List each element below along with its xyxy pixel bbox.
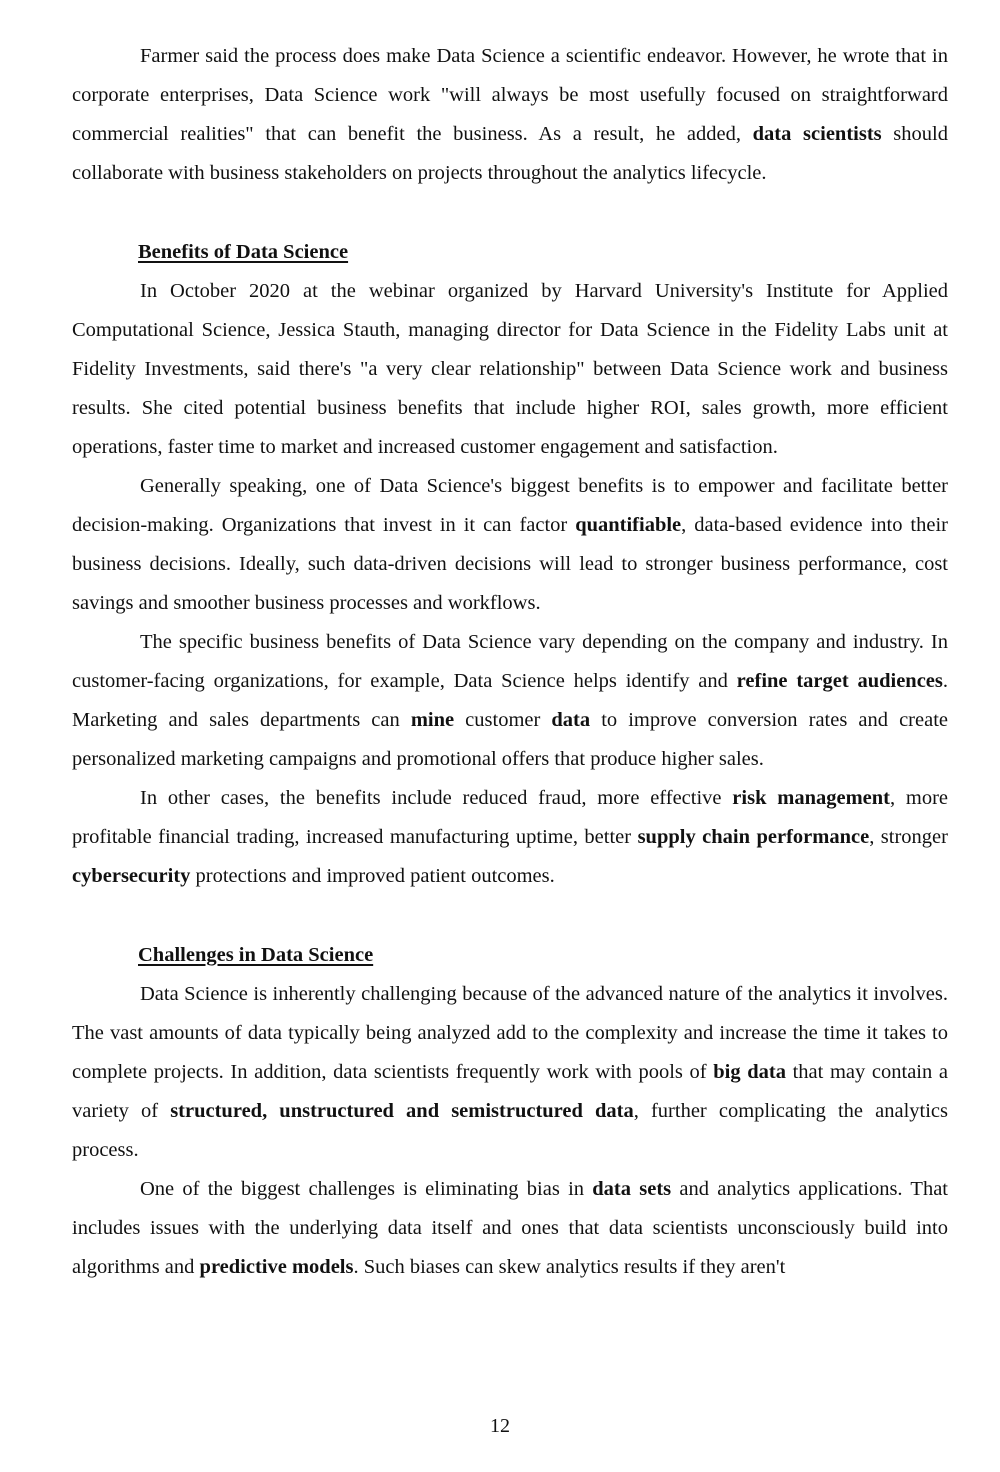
challenges-heading: Challenges in Data Science xyxy=(138,944,374,966)
challenges-paragraph-1: Data Science is inherently challenging because of the advanced nature of the analytics it involves. The vast amounts of data typically being analyzed add to the complexity and increase the time it takes to complete projects. In addition, data scientists frequently work with pools of big data that may contain a variety of structured, unstructured and semistructured data, further complicating the analytics process. xyxy=(72,983,948,1161)
challenges-paragraph-2: One of the biggest challenges is eliminating bias in data sets and analytics applications. That includes issues with the underlying data itself and ones that data scientists unconsciously build into algorithms and predictive models. Such biases can skew analytics results if they aren't xyxy=(72,1178,948,1278)
section-gap xyxy=(72,193,948,233)
page-number: 12 xyxy=(490,1415,510,1437)
benefits-paragraph-2: Generally speaking, one of Data Science's biggest benefits is to empower and facilitate better decision-making. Organizations that invest in it can factor quantifiable, data-based evidence into their business decisions. Ideally, such data-driven decisions will lead to stronger business performance, cost savings and smoother business processes and workflows. xyxy=(72,475,948,614)
section-gap xyxy=(72,896,948,936)
page-content xyxy=(72,37,948,1287)
benefits-heading: Benefits of Data Science xyxy=(138,241,349,263)
benefits-paragraph-3: The specific business benefits of Data Science vary depending on the company and industry. In customer-facing organizations, for example, Data Science helps identify and refine target audiences. Marketing and sales departments can mine customer data to improve conversion rates and create personalized marketing campaigns and promotional offers that produce higher sales. xyxy=(72,631,949,770)
benefits-paragraph-4: In other cases, the benefits include reduced fraud, more effective risk management, more profitable financial trading, increased manufacturing uptime, better supply chain performance, stronger cybersecurity protections and improved patient outcomes. xyxy=(72,787,949,887)
benefits-paragraph-1: In October 2020 at the webinar organized by Harvard University's Institute for Applied Computational Science, Jessica Stauth, managing director for Data Science in the Fidelity Labs unit at Fidelity Investments, said there's "a very clear relationship" between Data Science work and business results. She cited potential business benefits that include higher ROI, sales growth, more efficient operations, faster time to market and increased customer engagement and satisfaction. xyxy=(72,280,948,458)
intro-paragraph: Farmer said the process does make Data Science a scientific endeavor. However, he wrote that in corporate enterprises, Data Science work "will always be most usefully focused on straightforward commercial realities" that can benefit the business. As a result, he added, data scientists should collaborate with business stakeholders on projects throughout the analytics lifecycle. xyxy=(72,45,948,184)
